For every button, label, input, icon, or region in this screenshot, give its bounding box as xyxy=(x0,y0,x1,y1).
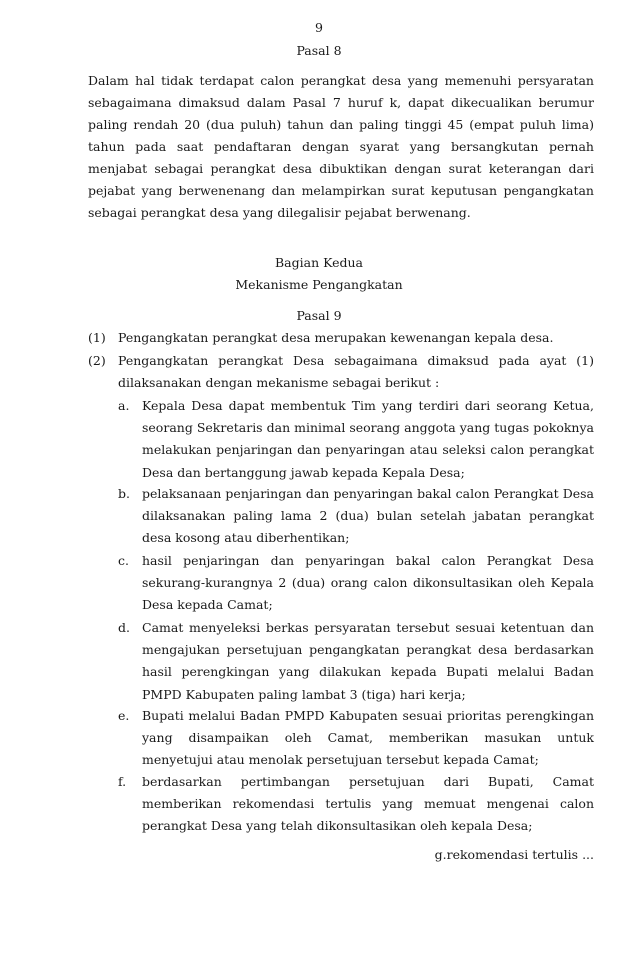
pasal-8-heading: Pasal 8 xyxy=(296,43,342,58)
subitem-letter: f. xyxy=(118,774,127,789)
continuation-text: g.rekomendasi tertulis ... xyxy=(434,847,594,862)
subitem-text: pelaksanaan penjaringan dan penyaringan bakal calon Perangkat Desa dilaksanakan paling lama 2 (dua) bulan setelah jabatan perangkat desa kosong atau diberhentikan; xyxy=(142,486,594,546)
ayat-text: Pengangkatan perangkat desa merupakan kewenangan kepala desa. xyxy=(118,330,554,345)
page-number: 9 xyxy=(315,20,323,35)
subitem-letter: c. xyxy=(118,553,129,568)
subitem-letter: e. xyxy=(118,708,130,723)
subitem-text: hasil penjaringan dan penyaringan bakal calon Perangkat Desa sekurang-kurangnya 2 (dua) orang calon dikonsultasikan oleh Kepala Desa kepada Camat; xyxy=(142,553,594,613)
subitem-text: Camat menyeleksi berkas persyaratan tersebut sesuai ketentuan dan mengajukan persetujuan pengangkatan perangkat desa berdasarkan hasil perengkingan yang dilakukan kepada Bupati melalui Badan PMPD Kabupaten paling lambat 3 (tiga) hari kerja; xyxy=(142,620,594,702)
subitem-letter: b. xyxy=(118,486,130,501)
subitem-letter: d. xyxy=(118,620,130,635)
section-title: Bagian Kedua xyxy=(274,255,364,270)
pasal-8-body: Dalam hal tidak terdapat calon perangkat desa yang memenuhi persyaratan sebagaimana dimaksud dalam Pasal 7 huruf k, dapat dikecualikan berumur paling rendah 20 (dua puluh) tahun dan paling tinggi 45 (empat puluh lima) tahun pada saat pendaftaran dengan syarat yang bersangkutan pernah menjabat sebagai perangkat desa dibuktikan dengan surat keterangan dari pejabat yang berwenenang dan melampirkan surat keputusan pengangkatan sebagai perangkat desa yang dilegalisir pejabat berwenang. xyxy=(88,73,594,220)
section-subtitle: Mekanisme Pengangkatan xyxy=(235,277,403,292)
subitem-text: Kepala Desa dapat membentuk Tim yang terdiri dari seorang Ketua, seorang Sekretaris dan minimal seorang anggota yang tugas pokoknya melakukan penjaringan dan penyaringan atau seleksi calon perangkat Desa dan bertanggung jawab kepada Kepala Desa; xyxy=(142,398,594,480)
ayat-text: Pengangkatan perangkat Desa sebagaimana dimaksud pada ayat (1) dilaksanakan dengan mekanisme sebagai berikut : xyxy=(118,353,594,391)
subitem-text: Bupati melalui Badan PMPD Kabupaten sesuai prioritas perengkingan yang disampaikan oleh Camat, memberikan masukan untuk menyetujui atau menolak persetujuan tersebut kepada Camat; xyxy=(142,708,594,768)
subitem-text: berdasarkan pertimbangan persetujuan dari Bupati, Camat memberikan rekomendasi tertulis yang memuat mengenai calon perangkat Desa yang telah dikonsultasikan oleh kepala Desa; xyxy=(142,774,594,834)
ayat-number: (2) xyxy=(88,353,106,368)
subitem-letter: a. xyxy=(118,398,130,413)
pasal-9-heading: Pasal 9 xyxy=(296,308,342,323)
ayat-number: (1) xyxy=(88,330,106,345)
